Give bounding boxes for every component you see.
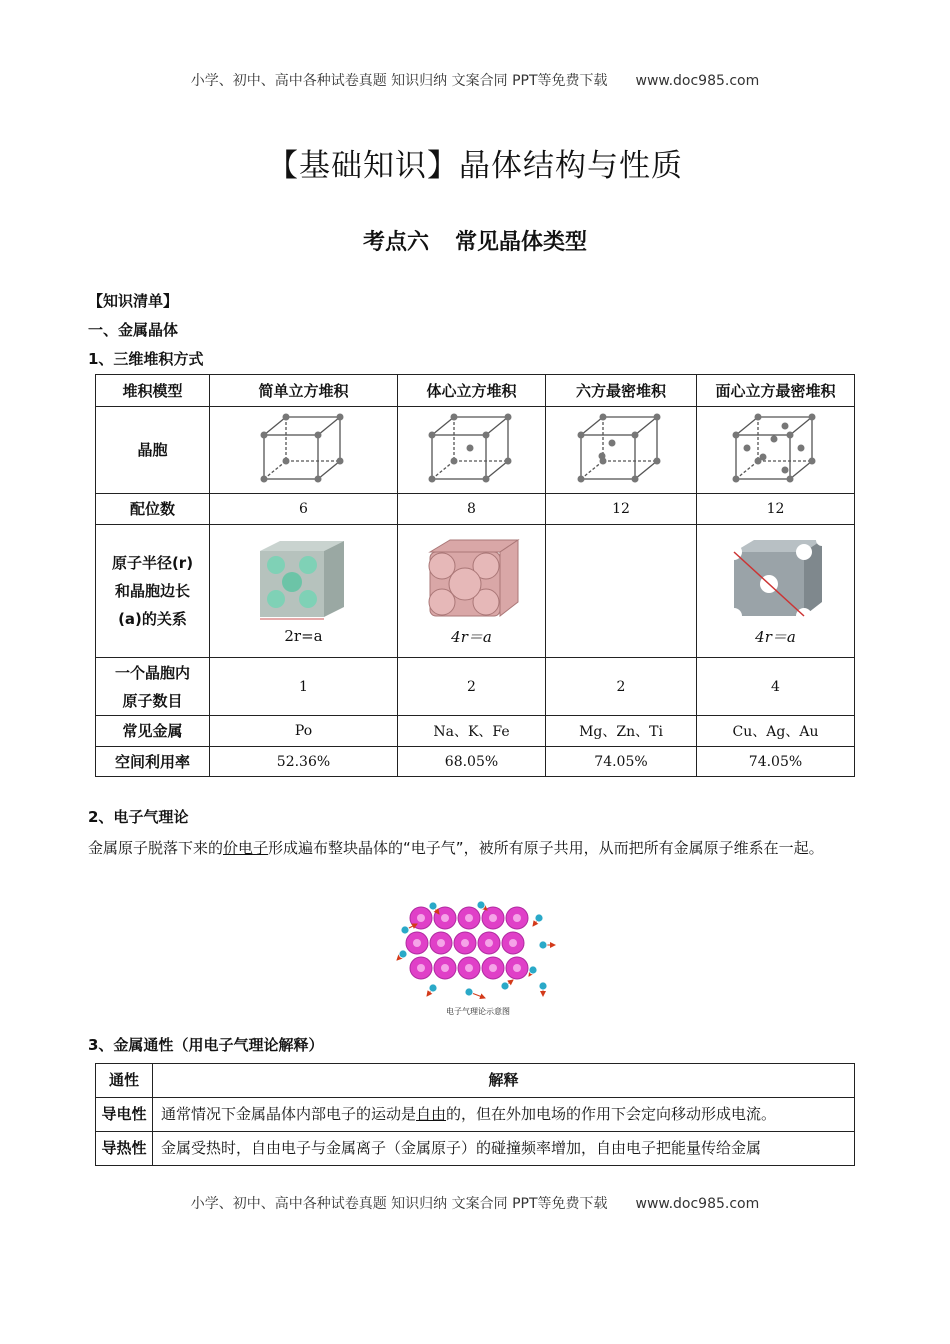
col-header: 简单立方堆积 xyxy=(210,375,398,407)
table-row-coordination xyxy=(96,494,855,525)
free-electron xyxy=(401,926,409,934)
radius-relation: 4r＝a xyxy=(755,627,796,646)
table-cell: Mg、Zn、Ti xyxy=(546,716,697,747)
row-label-line: 和晶胞边长 xyxy=(114,582,190,600)
explanation-text: 的，但在外加电场的作用下会定向移动形成电流。 xyxy=(446,1105,777,1123)
fcc-cell-figure xyxy=(731,412,821,484)
row-label-line: 一个晶胞内 xyxy=(114,663,190,682)
table-cell: 2 xyxy=(398,658,546,716)
para-underlined: 价电子 xyxy=(223,839,269,857)
col-header: 面心立方最密堆积 xyxy=(697,375,855,407)
table-cell: 8 xyxy=(398,494,546,525)
radius-cell-hcp xyxy=(546,525,697,658)
row-label xyxy=(96,525,210,658)
para-text: 金属原子脱落下来的 xyxy=(88,839,224,857)
free-electron xyxy=(477,901,485,909)
radius-cell-bcc xyxy=(398,525,546,658)
section-metal-crystal: 一、金属晶体 xyxy=(88,321,179,339)
row-label: 配位数 xyxy=(96,494,210,525)
page-header xyxy=(0,70,950,90)
explanation-text: 通常情况下金属晶体内部电子的运动是 xyxy=(161,1105,417,1123)
free-electron xyxy=(399,950,407,958)
footer-text: 小学、初中、高中各种试卷真题 知识归纳 文案合同 PPT等免费下载 xyxy=(190,1196,608,1212)
col-header: 堆积模型 xyxy=(96,375,210,407)
table-row-unit-cell xyxy=(96,407,855,494)
row-label: 晶胞 xyxy=(96,407,210,494)
unit-cell-hcp xyxy=(546,407,697,494)
free-electron xyxy=(429,984,437,992)
properties-table xyxy=(95,1063,855,1166)
simple-cubic-cell-figure xyxy=(259,412,349,484)
header-url[interactable]: www.doc985.com xyxy=(635,73,760,89)
radius-relation: 2r=a xyxy=(284,627,323,645)
row-label: 常见金属 xyxy=(96,716,210,747)
header-text: 小学、初中、高中各种试卷真题 知识归纳 文案合同 PPT等免费下载 xyxy=(190,73,608,89)
table-header-row xyxy=(96,375,855,407)
radius-cell-fcc xyxy=(697,525,855,658)
free-electron xyxy=(465,988,473,996)
free-electron xyxy=(529,966,537,974)
hcp-cell-figure xyxy=(576,412,666,484)
table-cell: 74.05% xyxy=(697,747,855,777)
table-cell: 2 xyxy=(546,658,697,716)
radius-cell-simple xyxy=(210,525,398,658)
table-cell: 4 xyxy=(697,658,855,716)
table-row-metals xyxy=(96,716,855,747)
table-cell: 6 xyxy=(210,494,398,525)
free-electron xyxy=(501,982,509,990)
electron-gas-paragraph xyxy=(88,833,863,863)
row-label: 空间利用率 xyxy=(96,747,210,777)
table-row-atom-count xyxy=(96,658,855,716)
subsection-metal-properties: 3、金属通性（用电子气理论解释） xyxy=(88,1036,324,1054)
electron-gas-diagram xyxy=(393,900,563,1020)
table-row xyxy=(96,1132,855,1166)
property-name: 导电性 xyxy=(96,1098,153,1132)
subsection-electron-gas: 2、电子气理论 xyxy=(88,808,189,826)
table-row-radius xyxy=(96,525,855,658)
free-electron xyxy=(539,941,547,949)
unit-cell-bcc xyxy=(398,407,546,494)
para-text: 形成遍布整块晶体的“电子气”，被所有原子共用，从而把所有金属原子维系在一起。 xyxy=(268,839,824,857)
page-title: 【基础知识】晶体结构与性质 xyxy=(267,148,683,184)
bcc-cell-figure xyxy=(427,412,517,484)
stacking-table xyxy=(95,374,855,777)
explanation-text: 金属受热时，自由电子与金属离子（金属原子）的碰撞频率增加，自由电子把能量传给金属 xyxy=(161,1139,762,1157)
radius-relation: 4r＝a xyxy=(451,627,492,646)
metal-ions xyxy=(406,907,528,979)
subtitle-part1: 考点六 xyxy=(362,230,429,255)
table-cell: 1 xyxy=(210,658,398,716)
free-electron xyxy=(535,914,543,922)
table-cell: 52.36% xyxy=(210,747,398,777)
table-cell: Na、K、Fe xyxy=(398,716,546,747)
checklist-label: 【知识清单】 xyxy=(88,292,179,310)
free-electron xyxy=(429,902,437,910)
row-label xyxy=(96,658,210,716)
footer-url[interactable]: www.doc985.com xyxy=(635,1196,760,1212)
col-header: 通性 xyxy=(96,1064,153,1098)
free-electron xyxy=(539,982,547,990)
table-cell: 12 xyxy=(546,494,697,525)
page-footer xyxy=(0,1193,950,1213)
row-label-line: 原子半径(r) xyxy=(111,554,194,572)
property-explanation xyxy=(153,1132,855,1166)
simple-cubic-spheres-figure xyxy=(254,537,354,621)
explanation-underlined: 自由 xyxy=(416,1105,447,1123)
table-cell: Po xyxy=(210,716,398,747)
table-cell: Cu、Ag、Au xyxy=(697,716,855,747)
table-header-row xyxy=(96,1064,855,1098)
unit-cell-fcc xyxy=(697,407,855,494)
row-label-line: 原子数目 xyxy=(122,691,183,710)
table-cell: 12 xyxy=(697,494,855,525)
diagram-caption: 电子气理论示意图 xyxy=(446,1007,510,1016)
fcc-spheres-figure xyxy=(726,536,826,620)
property-name: 导热性 xyxy=(96,1132,153,1166)
table-cell: 74.05% xyxy=(546,747,697,777)
col-header: 六方最密堆积 xyxy=(546,375,697,407)
col-header: 体心立方堆积 xyxy=(398,375,546,407)
table-row-utilization xyxy=(96,747,855,777)
table-cell: 68.05% xyxy=(398,747,546,777)
unit-cell-simple-cubic xyxy=(210,407,398,494)
property-explanation xyxy=(153,1098,855,1132)
col-header: 解释 xyxy=(153,1064,855,1098)
row-label-line: (a)的关系 xyxy=(118,610,187,628)
table-row xyxy=(96,1098,855,1132)
subtitle-part2: 常见晶体类型 xyxy=(455,230,588,255)
page-subtitle xyxy=(0,225,950,256)
subsection-stacking: 1、三维堆积方式 xyxy=(88,350,204,368)
bcc-spheres-figure xyxy=(422,536,522,620)
